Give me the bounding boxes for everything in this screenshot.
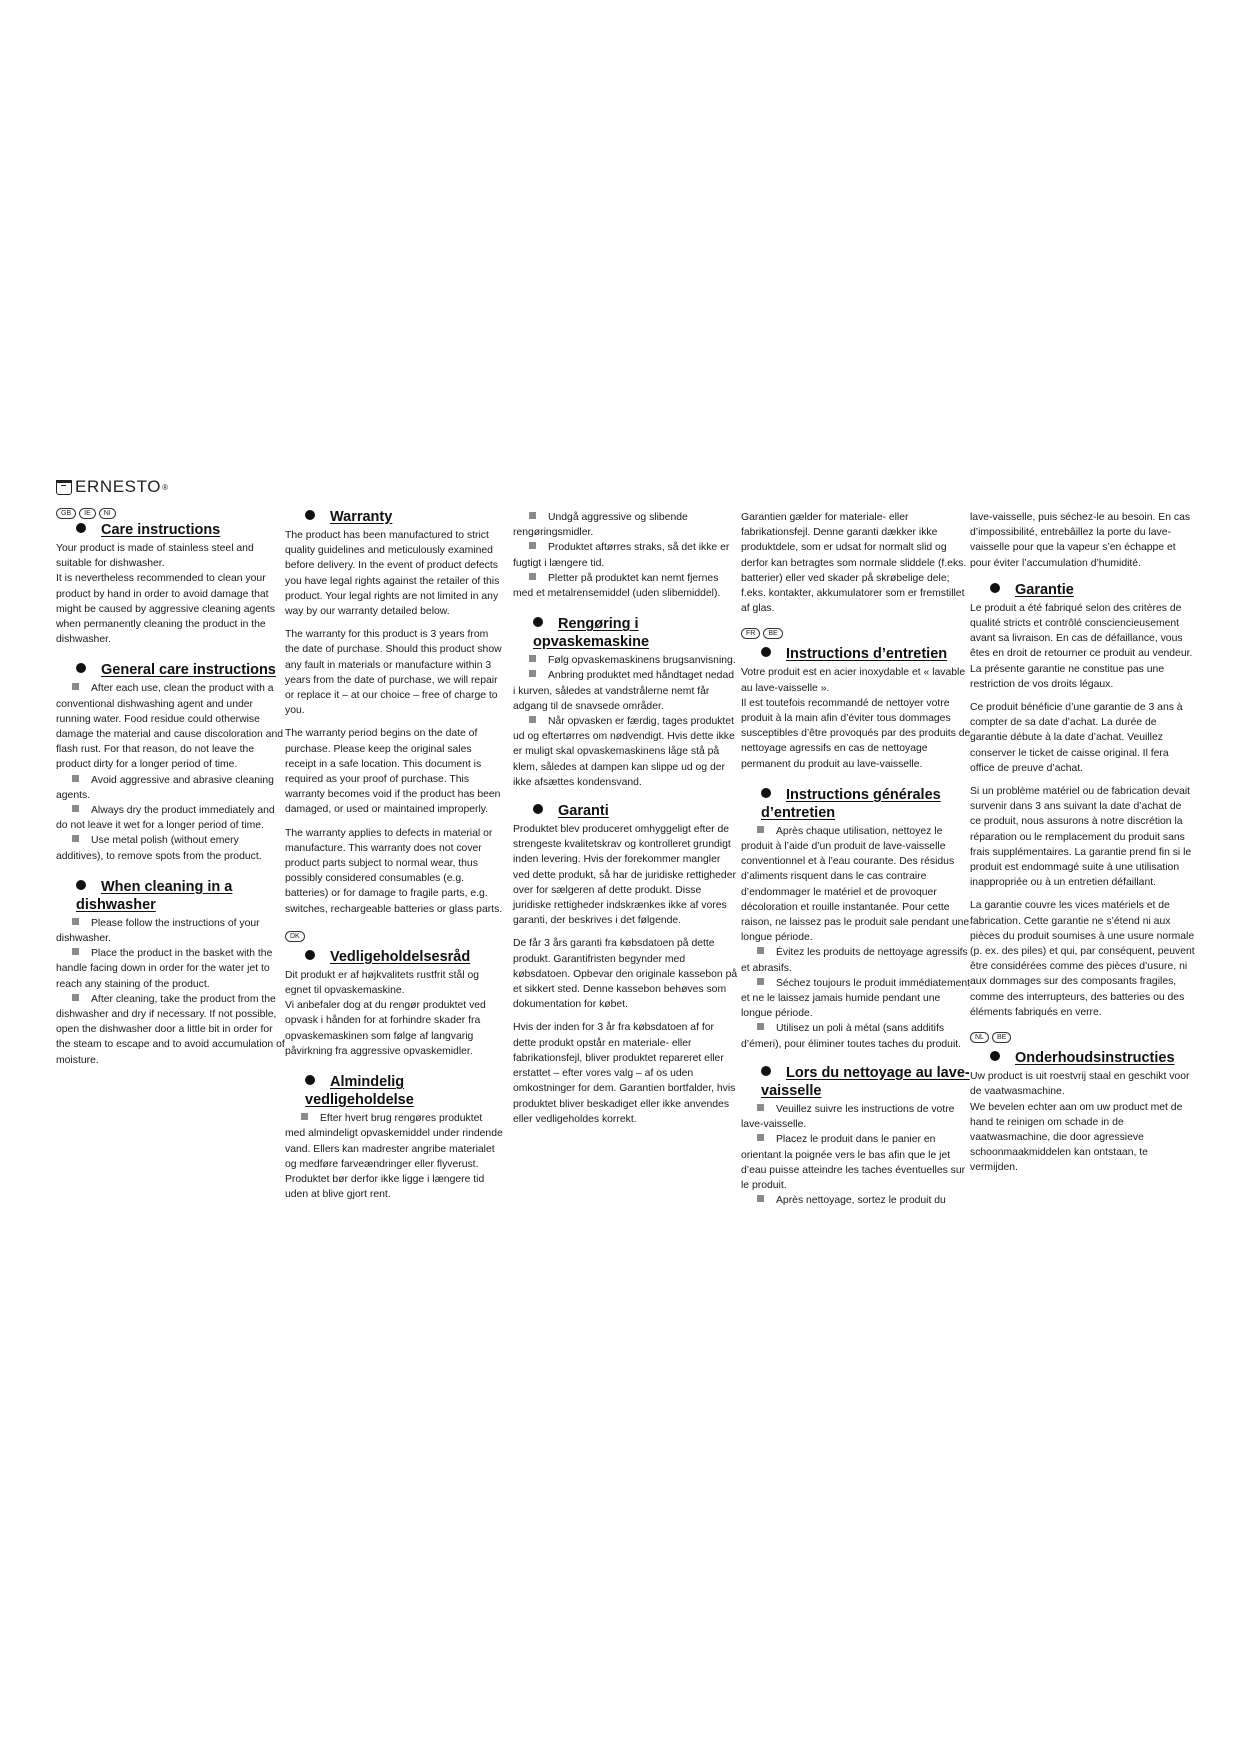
section-heading: Lors du nettoyage au lave-vaisselle bbox=[761, 1064, 970, 1099]
list-item: Følg opvaskemaskinens brugsanvisning. bbox=[513, 653, 738, 668]
list-item: Anbring produktet med håndtaget nedad i kurven, således at vandstrålerne nemt får adgang til de snavsede områder. bbox=[513, 668, 738, 714]
list-item: Please follow the instructions of your dishwasher. bbox=[56, 916, 288, 946]
bullet-list bbox=[56, 916, 288, 1068]
list-item: After each use, clean the product with a conventional dishwashing agent and under running water. Food residue could otherwise damage the material and cause discoloration and flash rust. For that reason, do not leave the product dirty for a longer period of time. bbox=[56, 681, 288, 772]
list-item: Après nettoyage, sortez le produit du bbox=[741, 1193, 971, 1208]
column-5 bbox=[970, 510, 1195, 1184]
list-item: Veuillez suivre les instructions de votre lave-vaisselle. bbox=[741, 1102, 971, 1132]
lang-badge: DK bbox=[285, 931, 305, 942]
column-2 bbox=[285, 508, 503, 1210]
language-badges bbox=[56, 508, 288, 519]
list-item: Séchez toujours le produit immédiatement et ne le laissez jamais humide pendant une longue période. bbox=[741, 976, 971, 1022]
list-item: Après chaque utilisation, nettoyez le produit à l’aide d’un produit de lave-vaisselle conventionnel et à l’eau courante. Des résidus d’aliments risquent dans le cas contraire d’endommager le matériel et de provoquer décoloration et rouille instantanée. Pour cette raison, ne laissez pas le produit sale pendant une longue période. bbox=[741, 824, 971, 946]
paragraph: lave-vaisselle, puis séchez-le au besoin. En cas d’impossibilité, entrebâillez la porte du lave-vaisselle pour que la vapeur s’en échappe et pour éviter l’accumulation d’humidité. bbox=[970, 512, 1191, 569]
brand-logo bbox=[56, 477, 168, 497]
logo-icon bbox=[56, 480, 72, 495]
section-heading: When cleaning in a dishwasher bbox=[76, 878, 233, 913]
paragraph: Hvis der inden for 3 år fra købsdatoen af for dette produkt opstår en materiale- eller fabrikationsfejl, bliver produktet repareret eller erstattet – efter vores valg – af os uden omkostninger for dem. Garantien bortfalder, hvis produktet bliver beskadiget eller ikke anvendes eller vedligeholdes korrekt. bbox=[513, 1022, 736, 1125]
list-item: Når opvasken er færdig, tages produktet ud og eftertørres om nødvendigt. Hvis dette ikke er muligt skal opvaskemaskinens låge stå på klem, således at dampen kan slippe ud og der ikke afsættes kondensvand. bbox=[513, 714, 738, 790]
lang-badge: BE bbox=[763, 628, 782, 639]
lang-badge: GB bbox=[56, 508, 76, 519]
paragraph: Your product is made of stainless steel and suitable for dishwasher. bbox=[56, 543, 254, 570]
list-item: Utilisez un poli à métal (sans additifs d’émeri), pour éliminer toutes taches du produit. bbox=[741, 1021, 971, 1051]
list-item: Placez le produit dans le panier en orientant la poignée vers le bas afin que le jet d’eau puisse atteindre les taches éventuelles sur le produit. bbox=[741, 1132, 971, 1193]
lang-badge: FR bbox=[741, 628, 760, 639]
section-heading: Garantie bbox=[990, 581, 1195, 599]
section-heading: Warranty bbox=[305, 508, 503, 526]
language-badges bbox=[285, 931, 503, 942]
bullet-list bbox=[741, 1102, 971, 1208]
lang-badge: NL bbox=[970, 1032, 989, 1043]
lang-badge: IE bbox=[79, 508, 96, 519]
list-item: Avoid aggressive and abrasive cleaning agents. bbox=[56, 773, 288, 803]
section-heading: Garanti bbox=[533, 802, 738, 820]
paragraph: Ce produit bénéficie d’une garantie de 3 ans à compter de sa date d’achat. La durée de garantie débute à la date d’achat. Veuillez conserver le ticket de caisse original. Il fera office de preuve d’achat. bbox=[970, 702, 1183, 774]
bullet-list bbox=[285, 1111, 503, 1202]
section-heading: General care instructions bbox=[76, 661, 288, 679]
lang-badge: NI bbox=[99, 508, 116, 519]
paragraph: The warranty period begins on the date of purchase. Please keep the original sales receipt in a safe location. This document is required as your proof of purchase. This warranty becomes void if the product has been damaged, or used or maintained improperly. bbox=[285, 728, 501, 816]
paragraph: It is nevertheless recommended to clean your product by hand in order to avoid damage that might be caused by aggressive cleaning agents when permanently cleaning the product in the dishwasher. bbox=[56, 573, 275, 646]
paragraph: Votre produit est en acier inoxydable et « lavable au lave-vaisselle ». bbox=[741, 667, 966, 694]
bullet-list bbox=[56, 681, 288, 863]
paragraph: Vi anbefaler dog at du rengør produktet ved opvask i hånden for at forhindre skader fra opvaskemaskinen som følge af langvarig påvirkning fra aggressive opvaskemidler. bbox=[285, 1000, 486, 1057]
section-heading: Care instructions bbox=[76, 521, 288, 539]
column-3 bbox=[513, 510, 738, 1135]
language-badges bbox=[741, 628, 971, 639]
paragraph: La garantie couvre les vices matériels et de fabrication. Cette garantie ne s’étend ni aux pièces du produit soumises à une usure normale (p. ex. des piles) et qui, par conséquent, peuvent être considérées comme des pièces d’usure, ni aux dommages sur des composants fragiles, comme des interrupteurs, des batteries ou des éléments fabriqués en verre. bbox=[970, 900, 1195, 1018]
bullet-list bbox=[513, 653, 738, 790]
section-heading: Rengøring i opvaskemaskine bbox=[533, 616, 650, 651]
paragraph: Dit produkt er af højkvalitets rustfrit stål og egnet til opvaskemaskine. bbox=[285, 969, 480, 997]
paragraph: Si un problème matériel ou de fabrication devait survenir dans 3 ans suivant la date d’achat de ce produit, nous assurons à notre discrétion la réparation ou le remplacement du produit sans frais supplémentaires. La garantie prend fin si le produit est endommagé suite à une utilisation inappropriée ou à un entretien défaillant. bbox=[970, 786, 1192, 889]
list-item: After cleaning, take the product from the dishwasher and dry if necessary. If not possible, open the dishwasher door a little bit in order for the steam to escape and to avoid accumulation of moisture. bbox=[56, 992, 288, 1068]
paragraph: The warranty for this product is 3 years from the date of purchase. Should this product show any fault in materials or manufacture within 3 years from the date of purchase, we will repair or replace it – at our choice – free of charge to you. bbox=[285, 629, 502, 717]
paragraph: The product has been manufactured to strict quality guidelines and meticulously examined before delivery. In the event of product defects you have legal rights against the retailer of this product. Your legal rights are not limited in any way by our warranty detailed below. bbox=[285, 530, 500, 618]
paragraph: We bevelen echter aan om uw product met de hand te reinigen om schade in de vaatwasmachine, die door agressieve schoonmaakmiddelen kan ontstaan, te vermijden. bbox=[970, 1101, 1183, 1174]
paragraph: Uw product is uit roestvrij staal en geschikt voor de vaatwasmachine. bbox=[970, 1071, 1190, 1098]
list-item: Pletter på produktet kan nemt fjernes med et metalrensemiddel (uden slibemiddel). bbox=[513, 571, 738, 601]
bullet-list bbox=[741, 824, 971, 1052]
column-1 bbox=[56, 508, 288, 1076]
paragraph: De får 3 års garanti fra købsdatoen på dette produkt. Garantifristen begynder med købsdatoen. Opbevar den originale kassebon på et sikkert sted. Denne kassebon behøves som dokumentation for købet. bbox=[513, 938, 738, 1011]
paragraph: Garantien gælder for materiale- eller fabrikationsfejl. Denne garanti dækker ikke produktdele, som er udsat for normalt slid og derfor kan betragtes som normale sliddele (f.eks. batterier) eller ved skader på skrøbelige dele; f.eks. kontakter, akkumulatorer som er fremstillet af glas. bbox=[741, 512, 967, 615]
list-item: Use metal polish (without emery additives), to remove spots from the product. bbox=[56, 833, 288, 863]
registered-mark: ® bbox=[162, 482, 168, 492]
section-heading: Instructions d’entretien bbox=[761, 645, 971, 663]
paragraph: Produktet blev produceret omhyggeligt efter de strengeste kvalitetskrav og kontrolleret grundigt inden levering. Hvis der forekommer mangler ved dette produkt, så har de juridiske rettigheder over for sælgeren af dette produkt. Disse juridiske rettigheder indskrænkes ikke af vores garanti, der beskrives i det følgende. bbox=[513, 824, 736, 927]
bullet-list bbox=[513, 510, 738, 601]
column-4 bbox=[741, 510, 971, 1216]
list-item: Place the product in the basket with the handle facing down in order for the water jet to reach any staining of the product. bbox=[56, 946, 288, 992]
paragraph: Il est toutefois recommandé de nettoyer votre produit à la main afin d’éviter tous dommages susceptibles d’être provoqués par des produits de nettoyage agressifs en cas de nettoyage permanent du produit au lave-vaisselle. bbox=[741, 697, 971, 770]
section-heading: Almindelig vedligeholdelse bbox=[305, 1074, 414, 1109]
section-heading: Vedligeholdelsesråd bbox=[305, 948, 503, 966]
section-heading: Instructions générales d’entretien bbox=[761, 786, 941, 821]
paragraph: The warranty applies to defects in material or manufacture. This warranty does not cover product parts subject to normal wear, thus possibly considered consumables (e.g. batteries) or for damage to fragile parts, e.g. switches, rechargeable batteries or glass parts. bbox=[285, 827, 503, 915]
list-item: Undgå aggressive og slibende rengøringsmidler. bbox=[513, 510, 738, 540]
list-item: Efter hvert brug rengøres produktet med almindeligt opvaskemiddel under rindende vand. Ellers kan madrester angribe materialet og medføre farveændringer eller flyverust. Produktet bør derfor ikke ligge i længere tid uden at blive gjort rent. bbox=[285, 1111, 503, 1202]
brand-name: ERNESTO bbox=[75, 477, 162, 496]
language-badges bbox=[970, 1032, 1195, 1043]
list-item: Évitez les produits de nettoyage agressifs et abrasifs. bbox=[741, 945, 971, 975]
list-item: Always dry the product immediately and do not leave it wet for a longer period of time. bbox=[56, 803, 288, 833]
list-item: Produktet aftørres straks, så det ikke er fugtigt i længere tid. bbox=[513, 540, 738, 570]
lang-badge: BE bbox=[992, 1032, 1011, 1043]
paragraph: Le produit a été fabriqué selon des critères de qualité stricts et contrôlé consciencieusement avant sa livraison. En cas de défaillance, vous êtes en droit de retourner ce produit au vendeur. La présente garantie ne constitue pas une restriction de vos droits légaux. bbox=[970, 602, 1193, 690]
section-heading: Onderhoudsinstructies bbox=[990, 1049, 1195, 1067]
